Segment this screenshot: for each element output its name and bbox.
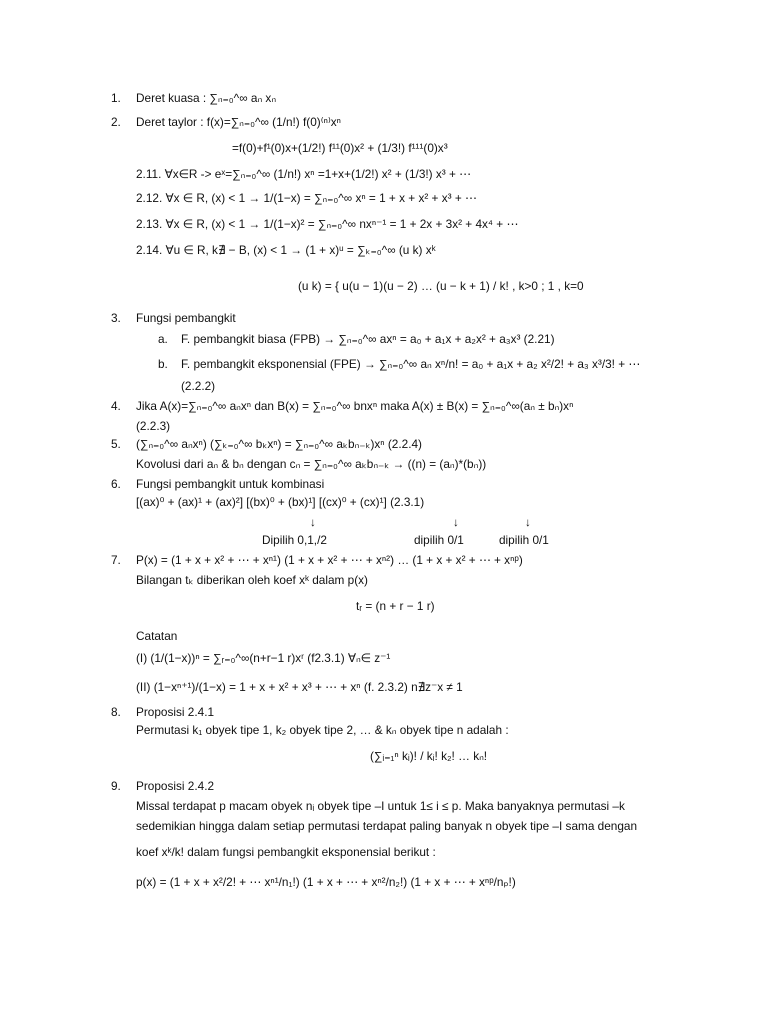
text-line: Bilangan tₖ diberikan oleh koef xᵏ dalam p(x) xyxy=(136,573,368,587)
section-heading: Proposisi 2.4.2 xyxy=(136,779,215,793)
item-number: 2. xyxy=(111,115,121,129)
combination-product: [(ax)⁰ + (ax)¹ + (ax)²] [(bx)⁰ + (bx)¹] [(cx)⁰ + (cx)¹] (2.3.1) xyxy=(136,495,425,509)
choice-label: Dipilih 0,1,/2 xyxy=(262,533,327,547)
taylor-expansion: =f(0)+f¹(0)x+(1/2!) f¹¹(0)x² + (1/3!) f¹¹¹(0)x³ xyxy=(232,141,448,155)
item-number: 1. xyxy=(111,91,121,105)
formula-2-13: 2.13. ∀x ∈ R, (x) < 1 → 1/(1−x)² = ∑ₙ₌₀^∞ nxⁿ⁻¹ = 1 + 2x + 3x² + 4x⁴ + ⋯ xyxy=(136,217,519,231)
permutation-formula: (∑ᵢ₌₁ⁿ kᵢ)! / kᵢ! k₂! … kₙ! xyxy=(370,749,488,763)
item-number: 5. xyxy=(111,437,121,451)
fpb-formula: F. pembangkit biasa (FPB) → ∑ₙ₌₀^∞ axⁿ = a₀ + a₁x + a₂x² + a₃x³ (2.21) xyxy=(181,332,555,346)
down-arrow: ↓ xyxy=(310,515,316,529)
item-number: 7. xyxy=(111,553,121,567)
choice-label: dipilih 0/1 xyxy=(414,533,464,547)
down-arrow: ↓ xyxy=(525,515,531,529)
item-number: 6. xyxy=(111,477,121,491)
section-heading: Proposisi 2.4.1 xyxy=(136,705,215,719)
deret-taylor: Deret taylor : f(x)=∑ₙ₌₀^∞ (1/n!) f(0)⁽ⁿ⁾xⁿ xyxy=(136,115,341,129)
generating-function-p: P(x) = (1 + x + x² + ⋯ + xⁿ¹) (1 + x + x² + ⋯ + xⁿ²) … (1 + x + x² + ⋯ + xⁿᵖ) xyxy=(136,553,523,567)
fpe-formula: F. pembangkit eksponensial (FPE) → ∑ₙ₌₀^∞ aₙ xⁿ/n! = a₀ + a₁x + a₂ x²/2! + a₃ x³/3! + ⋯ xyxy=(181,357,641,371)
note-formula-2: (II) (1−xⁿ⁺¹)/(1−x) = 1 + x + x² + x³ + ⋯ + xⁿ (f. 2.3.2) n∄z⁻x ≠ 1 xyxy=(136,680,463,694)
notes-heading: Catatan xyxy=(136,629,178,643)
tr-formula: tᵣ = (n + r − 1 r) xyxy=(356,599,435,613)
formula-2-12: 2.12. ∀x ∈ R, (x) < 1 → 1/(1−x) = ∑ₙ₌₀^∞ xⁿ = 1 + x + x² + x³ + ⋯ xyxy=(136,191,477,205)
text-line: koef xᵏ/k! dalam fungsi pembangkit eksponensial berikut : xyxy=(136,845,436,859)
note-formula-1: (I) (1/(1−x))ⁿ = ∑ᵣ₌₀^∞(n+r−1 r)xʳ (f2.3.1) ∀ₙ∈ z⁻¹ xyxy=(136,651,391,665)
sum-rule: Jika A(x)=∑ₙ₌₀^∞ aₙxⁿ dan B(x) = ∑ₙ₌₀^∞ bnxⁿ maka A(x) ± B(x) = ∑ₙ₌₀^∞(aₙ ± bₙ)xⁿ xyxy=(136,399,574,413)
equation-number: (2.2.3) xyxy=(136,419,171,433)
equation-number: (2.2.2) xyxy=(181,379,216,393)
text-line: Missal terdapat p macam obyek nᵢ obyek tipe –I untuk 1≤ i ≤ p. Maka banyaknya permutasi –k xyxy=(136,799,625,813)
item-letter: b. xyxy=(158,357,168,371)
formula-2-11: 2.11. ∀x∈R -> eˣ=∑ₙ₌₀^∞ (1/n!) xⁿ =1+x+(1/2!) x² + (1/3!) x³ + ⋯ xyxy=(136,167,471,181)
section-heading: Fungsi pembangkit untuk kombinasi xyxy=(136,477,325,491)
choice-label: dipilih 0/1 xyxy=(499,533,549,547)
text-line: sedemikian hingga dalam setiap permutasi terdapat paling banyak n obyek tipe –I sama dengan xyxy=(136,819,638,833)
item-number: 9. xyxy=(111,779,121,793)
egf-formula: p(x) = (1 + x + x²/2! + ⋯ xⁿ¹/n₁!) (1 + x + ⋯ + xⁿ²/n₂!) (1 + x + ⋯ + xⁿᵖ/nₚ!) xyxy=(136,875,516,889)
item-number: 4. xyxy=(111,399,121,413)
binomial-definition: (u k) = { u(u − 1)(u − 2) … (u − k + 1) / k! , k>0 ; 1 , k=0 xyxy=(298,279,584,293)
item-number: 3. xyxy=(111,311,121,325)
section-heading: Fungsi pembangkit xyxy=(136,311,236,325)
formula-2-14: 2.14. ∀u ∈ R, k∄ − B, (x) < 1 → (1 + x)ᵘ = ∑ₖ₌₀^∞ (u k) xᵏ xyxy=(136,243,436,257)
product-rule: (∑ₙ₌₀^∞ aₙxⁿ) (∑ₖ₌₀^∞ bₖxⁿ) = ∑ₙ₌₀^∞ aₖbₙ₋ₖ)xⁿ (2.2.4) xyxy=(136,437,422,451)
item-letter: a. xyxy=(158,332,168,346)
convolution: Kovolusi dari aₙ & bₙ dengan cₙ = ∑ₙ₌₀^∞ aₖbₙ₋ₖ → ((n) = (aₙ)*(bₙ)) xyxy=(136,457,487,471)
deret-kuasa: Deret kuasa : ∑ₙ₌₀^∞ aₙ xₙ xyxy=(136,91,277,105)
item-number: 8. xyxy=(111,705,121,719)
down-arrow: ↓ xyxy=(453,515,459,529)
text-line: Permutasi k₁ obyek tipe 1, k₂ obyek tipe 2, … & kₙ obyek tipe n adalah : xyxy=(136,723,509,737)
